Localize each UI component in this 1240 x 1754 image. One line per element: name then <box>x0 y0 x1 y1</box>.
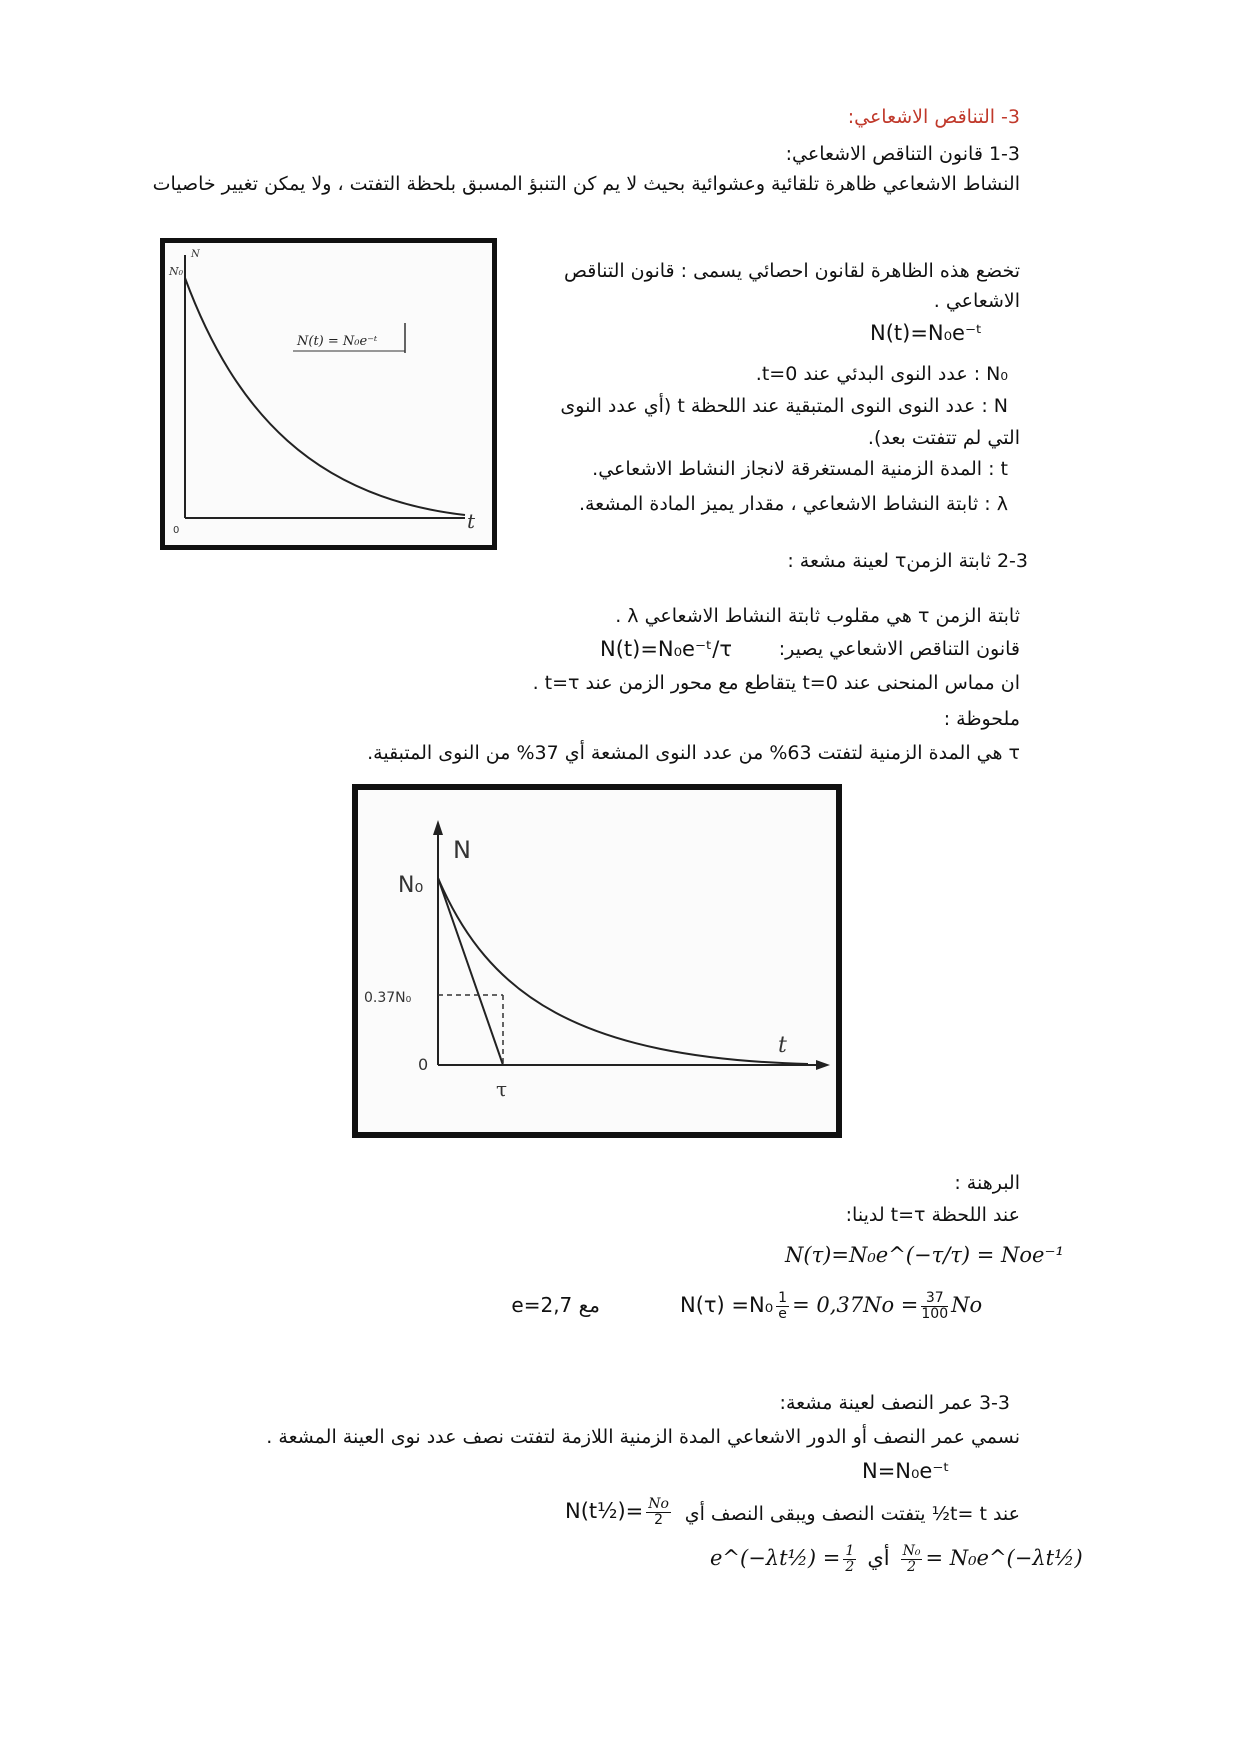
decay-curve-figure <box>160 238 497 550</box>
fig2-x-tau: τ <box>496 1077 508 1101</box>
sub3-line-3 <box>710 1535 1083 1581</box>
line3-a: e^(−λt½) = <box>710 1546 841 1570</box>
law-formula: N(t)=N₀e⁻ᵗ <box>870 321 983 345</box>
eq2-frac-2: $\frac{37}{100}$ <box>921 1289 949 1322</box>
proof-eq-1: N(τ)=N₀e^(−τ/τ) = Noe⁻¹ <box>785 1243 1064 1267</box>
eq2-frac: $\frac{1}{e}$ <box>778 1289 788 1322</box>
fig2-y-mid: 0.37N₀ <box>364 990 412 1006</box>
note-text: τ هي المدة الزمنية لتفتت 63% من عدد النوى المشعة أي 37% من النوى المتبقية. <box>367 742 1020 764</box>
sub1-heading: 1-3 قانون التناقص الاشعاعي: <box>785 143 1020 165</box>
y-n0-label: N₀ <box>169 265 184 278</box>
def-n0: N₀ : عدد النوى البدئي عند t=0. <box>755 363 1008 385</box>
proof-eq-2 <box>680 1283 982 1327</box>
eq2-right: No <box>951 1293 983 1317</box>
formula-label: N(t) = N₀e⁻ᵗ <box>297 334 378 349</box>
line3-frac-2: $\frac{\text{N₀}}{2}$ <box>902 1543 921 1575</box>
def-t: t : المدة الزمنية المستغرقة لانجاز النشاط الاشعاعي. <box>592 458 1008 480</box>
sub3-heading: 3-3 عمر النصف لعينة مشعة: <box>779 1392 1010 1414</box>
def-n-line-1: N : عدد النوى النوى المتبقية عند اللحظة t (أي عدد النوى <box>560 395 1008 417</box>
time-constant-figure <box>352 784 842 1138</box>
line3-frac: $\frac{1}{2}$ <box>845 1543 855 1575</box>
def-lambda: λ : ثابتة النشاط الاشعاعي ، مقدار يميز المادة المشعة. <box>578 493 1008 515</box>
sub3-formula: N=N₀e⁻ᵗ <box>862 1459 950 1483</box>
sub3-line-2-formula <box>565 1491 674 1531</box>
decay-curve-svg <box>165 243 492 545</box>
proof-label: البرهنة : <box>954 1172 1020 1194</box>
sub3-line-1: نسمي عمر النصف أو الدور الاشعاعي المدة الزمنية اللازمة لتفتت نصف عدد نوى العينة المشعة . <box>266 1426 1020 1448</box>
eq2-mid: = 0,37No = <box>792 1293 919 1317</box>
y-axis-label: N <box>191 249 200 260</box>
sub2-line-2-text: قانون التناقص الاشعاعي يصير: <box>778 638 1020 660</box>
line3-ay: أي <box>867 1546 890 1570</box>
law-line-1: تخضع هذه الظاهرة لقانون احصائي يسمى : قانون التناقص <box>563 260 1020 282</box>
line2-frac: $\frac{No}{2}$ <box>648 1495 669 1528</box>
proof-line-1: عند اللحظة t=τ لدينا: <box>845 1204 1020 1226</box>
note-label: ملحوظة : <box>943 708 1020 730</box>
intro-paragraph: النشاط الاشعاعي ظاهرة تلقائية وعشوائية بحيث لا يم كن التنبؤ المسبق بلحظة التفتت ، ولا يمكن تغيير خاصيات <box>152 173 1020 195</box>
line2-left: N(t½)= <box>565 1499 644 1523</box>
fig2-y-top: N₀ <box>398 873 424 898</box>
time-constant-svg <box>358 790 836 1132</box>
fig2-origin: 0 <box>418 1055 429 1074</box>
sub2-line-2-formula: N(t)=N₀e⁻ᵗ/τ <box>600 637 732 661</box>
proof-eq-2-note: مع e=2,7 <box>511 1293 600 1317</box>
line3-b: = N₀e^(−λt½) <box>925 1546 1083 1570</box>
fig2-x-axis: t <box>778 1033 787 1058</box>
sub2-line-1: ثابتة الزمن τ هي مقلوب ثابتة النشاط الاشعاعي λ . <box>615 605 1020 627</box>
tangent-line <box>438 878 503 1065</box>
sub2-heading: 2-3 ثابتة الزمنτ لعينة مشعة : <box>787 550 1028 572</box>
x-axis-label: t <box>467 509 476 533</box>
def-n-line-2: التي لم تتفتت بعد). <box>867 427 1020 449</box>
decay-curve <box>185 278 465 515</box>
eq2-left: N(τ) =N₀ <box>680 1293 774 1317</box>
fig2-y-axis: N <box>453 836 471 864</box>
origin-label: 0 <box>173 525 180 536</box>
section-heading: 3- التناقص الاشعاعي: <box>847 106 1020 128</box>
law-line-2: الاشعاعي . <box>933 290 1020 312</box>
sub3-line-2-text: عند t= t½ يتفتت النصف ويبقى النصف أي <box>684 1503 1020 1525</box>
sub2-line-3: ان مماس المنحنى عند t=0 يتقاطع مع محور الزمن عند t=τ . <box>532 672 1020 694</box>
